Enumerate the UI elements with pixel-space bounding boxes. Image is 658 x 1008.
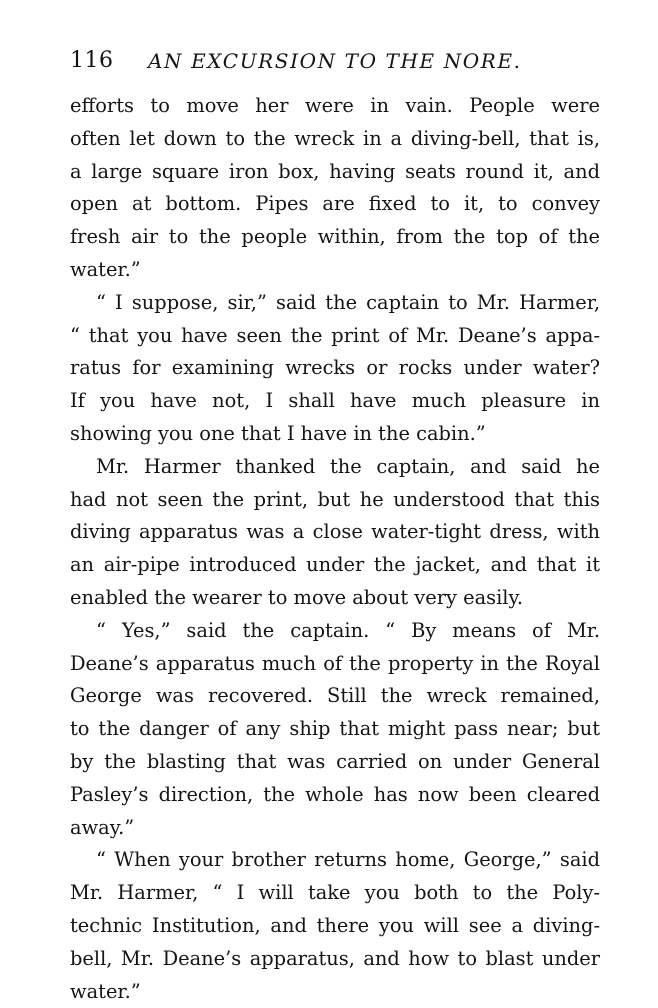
text-line: “ I suppose, sir,” said the captain to Mr. Harmer, (96, 290, 600, 314)
text-line: water.” (70, 979, 141, 1003)
text-line: “ Yes,” said the captain. “ By means of Mr. (96, 618, 600, 642)
text-line: ratus for examining wrecks or rocks under water? (70, 356, 600, 380)
text-line: Pasley’s direction, the whole has now been cleared (70, 782, 600, 806)
text-line: “ When your brother returns home, George,” said (96, 848, 600, 872)
text-line: an air-pipe introduced under the jacket, and that it (70, 553, 600, 577)
text-line: had not seen the print, but he understood that this (70, 487, 600, 511)
running-title: AN EXCURSION TO THE NORE. (148, 49, 522, 73)
text-line: Mr. Harmer, “ I will take you both to the Poly- (70, 881, 600, 905)
text-line: If you have not, I shall have much pleasure in (70, 389, 600, 413)
text-line: a large square iron box, having seats round it, and (70, 159, 600, 183)
text-line: bell, Mr. Deane’s apparatus, and how to blast under (70, 946, 600, 970)
text-line: away.” (70, 815, 135, 839)
text-line: George was recovered. Still the wreck remained, (70, 684, 600, 708)
text-line: open at bottom. Pipes are fixed to it, to convey (70, 192, 600, 216)
body-text (70, 90, 600, 1008)
text-line: “ that you have seen the print of Mr. Deane’s appa- (70, 323, 600, 347)
text-line: water.” (70, 257, 141, 281)
text-line: enabled the wearer to move about very easily. (70, 585, 524, 609)
text-line: technic Institution, and there you will see a diving- (70, 913, 600, 937)
text-line: efforts to move her were in vain. People were (70, 94, 600, 117)
text-line: fresh air to the people within, from the top of the (70, 225, 600, 249)
text-line: Deane’s apparatus much of the property in the Royal (70, 651, 600, 675)
text-line: often let down to the wreck in a diving-bell, that is, (70, 126, 600, 150)
text-line: showing you one that I have in the cabin.” (70, 421, 486, 445)
text-line: diving apparatus was a close water-tight dress, with (70, 520, 600, 544)
text-line: by the blasting that was carried on under General (70, 749, 600, 773)
page-number: 116 (70, 48, 114, 73)
text-line: Mr. Harmer thanked the captain, and said he (96, 454, 600, 478)
text-line: to the danger of any ship that might pass near; but (70, 717, 600, 741)
running-head (70, 48, 600, 76)
